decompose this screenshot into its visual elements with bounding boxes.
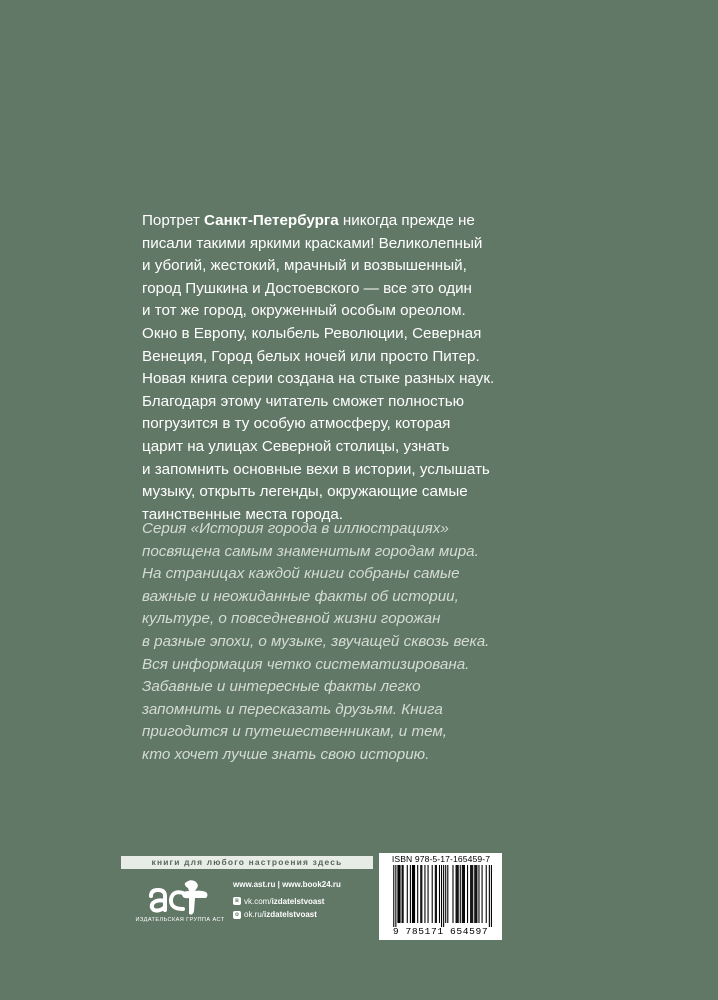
barcode-bar [399, 865, 400, 923]
vk-icon: в [233, 897, 241, 905]
description-line: и убогий, жестокий, мрачный и возвышенный, [142, 257, 467, 275]
series-line: важные и неожиданные факты об истории, [142, 587, 459, 605]
social-link-ok[interactable] [233, 909, 341, 921]
series-line: в разные эпохи, о музыке, звучащей сквозь века. [142, 632, 490, 650]
series-line: кто хочет лучше знать свою историю. [142, 745, 430, 763]
city-name-bold: Санкт-Петербурга [204, 212, 339, 229]
isbn-text: ISBN 978-5-17-165459-7 [391, 854, 491, 864]
barcode-bar [441, 865, 442, 927]
series-line: Серия «История города в иллюстрациях» [142, 520, 449, 537]
series-line: пригодится и путешественникам, и тем, [142, 723, 448, 741]
barcode-bar [403, 865, 404, 923]
barcode-bar [467, 865, 468, 923]
barcode-bar [439, 865, 440, 923]
barcode-bar [476, 865, 477, 923]
barcode-bar [414, 865, 415, 923]
barcode-bar [417, 865, 418, 923]
description-line: и запомнить основные вехи в истории, услышать [142, 460, 490, 478]
description-line: Окно в Европу, колыбель Революции, Северная [142, 324, 482, 342]
description-line: и тот же город, окруженный особым ореолом. [142, 302, 466, 320]
barcode-bar [413, 865, 414, 923]
description-line: царит на улицах Северной столицы, узнать [142, 437, 450, 455]
description-line: музыку, открыть легенды, окружающие самые [142, 483, 468, 501]
description-line: город Пушкина и Достоевского — все это один [142, 279, 472, 297]
barcode-bar [482, 865, 483, 923]
barcode-bar [478, 865, 479, 923]
barcode-bar [395, 865, 396, 927]
barcode-bar [457, 865, 458, 923]
series-line: Забавные и интересные факты легко [142, 678, 421, 696]
description-line-1: Портрет Санкт-Петербурга никогда прежде не [142, 212, 475, 229]
social-prefix: ok.ru/ [244, 910, 265, 919]
description-line: таинственные места города. [142, 505, 344, 523]
series-paragraph [142, 518, 490, 767]
social-handle: izdatelstvoast [264, 910, 317, 919]
publisher-contacts [233, 878, 341, 922]
barcode-bar [393, 865, 394, 927]
barcode-bar [474, 865, 475, 923]
barcode-bar [456, 865, 457, 923]
ast-logo-icon [137, 876, 223, 920]
barcode-bar [402, 865, 403, 923]
barcode-bar [458, 865, 459, 923]
barcode-bar [463, 865, 464, 923]
series-line: культуре, о повседневной жизни горожан [142, 610, 441, 628]
publisher-caption: ИЗДАТЕЛЬСКАЯ ГРУППА АСТ [135, 917, 225, 923]
barcode-bar [420, 865, 421, 923]
barcode-bar [435, 865, 436, 923]
barcode-bar [460, 865, 461, 923]
barcode-bar [452, 865, 453, 923]
barcode-bar [428, 865, 429, 923]
tagline-bar: книги для любого настроения здесь [121, 856, 373, 869]
barcode-bar [489, 865, 490, 927]
barcode-bar [486, 865, 487, 923]
barcode-bar [443, 865, 444, 927]
barcode-bar [412, 865, 413, 923]
barcode-box [379, 853, 502, 940]
description-line: писали такими яркими красками! Великолепный [142, 234, 483, 252]
ean-digits: 9 785171 654597 [392, 926, 489, 937]
social-prefix: vk.com/ [244, 896, 272, 906]
description-line: Благодаря этому читатель сможет полностью [142, 392, 465, 410]
barcode-bar [421, 865, 422, 923]
barcode-bar [397, 865, 398, 923]
series-line: посвящена самым знаменитым городам мира. [142, 542, 479, 560]
barcode-bar [491, 865, 492, 927]
barcode-bar [407, 865, 408, 923]
description-line: Новая книга серии создана на стыке разных наук. [142, 370, 495, 388]
barcode-bar [472, 865, 473, 923]
barcode-bar [447, 865, 448, 923]
barcode-bar [464, 865, 465, 923]
description-line: Венеция, Город белых ночей или просто Питер. [142, 347, 480, 365]
barcode-bar [462, 865, 463, 923]
series-line: запомнить и пересказать друзьям. Книга [142, 700, 443, 718]
series-line: На страницах каждой книги собраны самые [142, 565, 460, 583]
barcode-bars [387, 865, 494, 927]
description-line: погрузится в ту особую атмосферу, которая [142, 415, 451, 433]
barcode-bar [424, 865, 425, 923]
barcode-bar [470, 865, 471, 923]
social-handle: izdatelstvoast [271, 896, 325, 906]
barcode-bar [432, 865, 433, 923]
barcode-bar [436, 865, 437, 923]
website-links[interactable]: www.ast.ru | www.book24.ru [233, 879, 341, 889]
barcode-bar [475, 865, 476, 923]
social-link-vk[interactable] [233, 895, 341, 907]
ok-icon: о [233, 911, 241, 919]
barcode-bar [398, 865, 399, 923]
series-line: Вся информация четко систематизирована. [142, 655, 470, 673]
barcode-bar [471, 865, 472, 923]
barcode-bar [445, 865, 446, 923]
description-paragraph [142, 210, 495, 526]
barcode-bar [410, 865, 411, 923]
